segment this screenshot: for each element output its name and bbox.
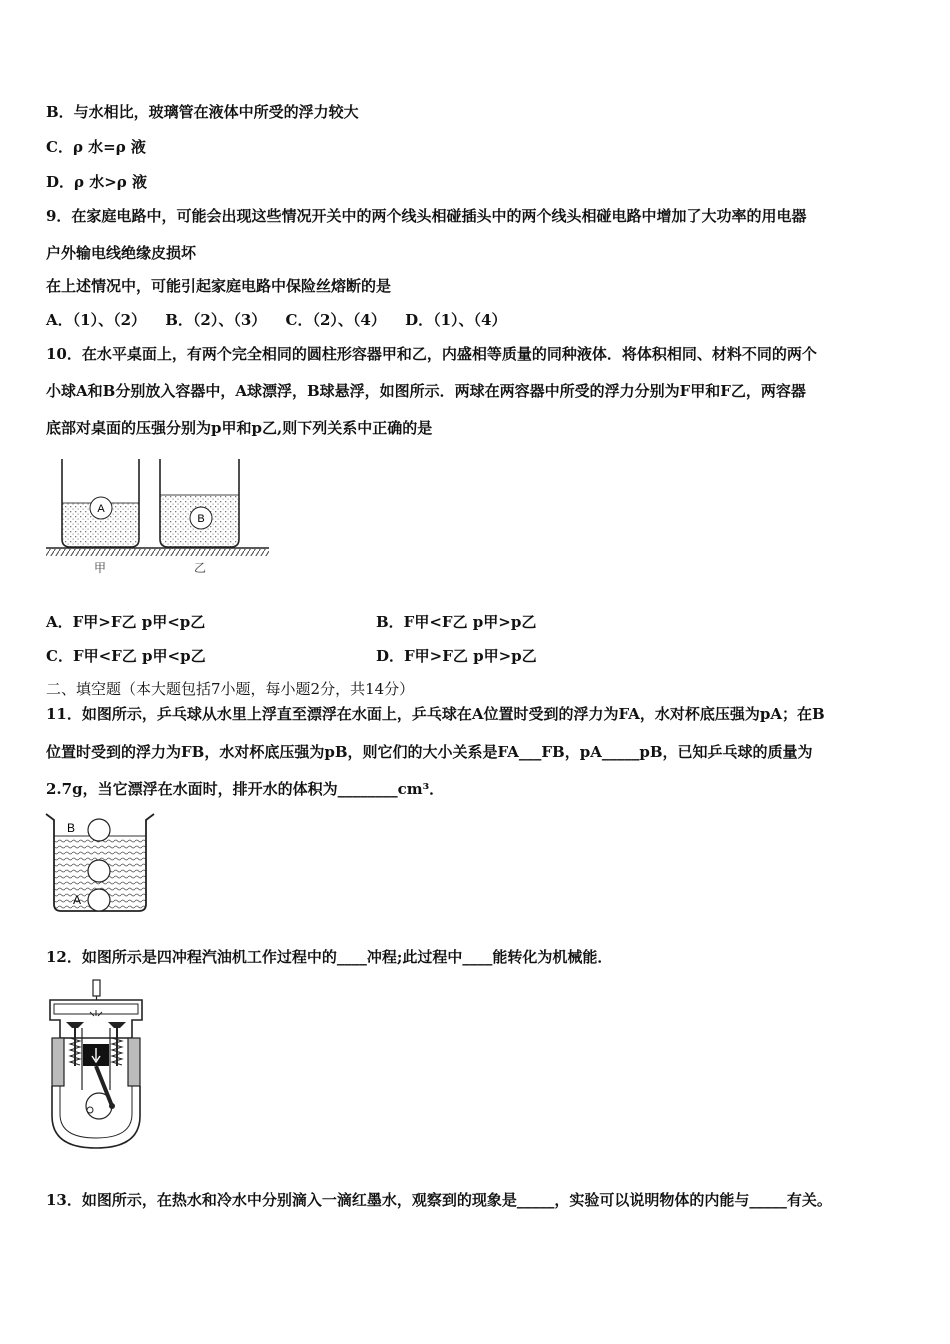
q11-stem-line3: 2.7g，当它漂浮在水面时，排开水的体积为________cm³． [46,780,445,798]
ball-position-a [88,889,110,911]
q11-stem-line2: 位置时受到的浮力为FB，水对杯底压强为pB，则它们的大小关系是FA___FB，pA_____pB，已知乒乓球的质量为 [46,743,813,761]
q10-stem-line2: 小球A和B分别放入容器中，A球漂浮，B球悬浮，如图所示．两球在两容器中所受的浮力分别为F甲和F乙，两容器 [46,382,806,400]
q9-stem-line1: 9．在家庭电路中，可能会出现这些情况开关中的两个线头相碰插头中的两个线头相碰电路中增加了大功率的用电器 [46,207,807,225]
label-b: B [66,821,76,835]
ball-b-label: B [197,513,205,525]
q10-option-c: C．F甲<F乙 p甲<p乙 [46,647,206,665]
q8-option-d: D．ρ 水>ρ 液 [46,173,147,191]
container-jia-label: 甲 [93,561,107,575]
ball-position-b [88,819,110,841]
ball-middle [88,860,110,882]
q10-stem-line3: 底部对桌面的压强分别为p甲和p乙,则下列关系中正确的是 [46,419,433,437]
label-a: A [72,893,82,907]
q9-options [46,310,507,330]
q9-option-c: C．（2）、（4） [285,311,386,329]
q10-containers-figure [44,455,274,580]
q10-option-d: D．F甲>F乙 p甲>p乙 [376,647,537,665]
q10-option-b: B．F甲<F乙 p甲>p乙 [376,613,537,631]
spark-plug [93,980,100,996]
q9-option-b: B．（2）、（3） [165,311,267,329]
crankshaft [86,1093,112,1119]
q9-option-a: A．（1）、（2） [46,311,147,329]
section-title-fill-in: 二、填空题（本大题包括7小题，每小题2分，共14分） [46,680,415,698]
q12-stem: 12．如图所示是四冲程汽油机工作过程中的____冲程;此过程中____能转化为机械能． [46,948,613,966]
intake-spring [70,1038,80,1065]
table-hatching [46,549,269,556]
q11-stem-line1: 11．如图所示，乒乓球从水里上浮直至漂浮在水面上，乒乓球在A位置时受到的浮力为FA，水对杯底压强为pA；在B [46,705,825,723]
exhaust-spring [112,1038,122,1065]
q9-stem-line2: 户外输电线绝缘皮损坏 [46,244,197,262]
q8-option-b: B．与水相比，玻璃管在液体中所受的浮力较大 [46,103,359,121]
crankcase [52,1086,140,1148]
q9-option-d: D．（1）、（4） [405,311,507,329]
q9-stem-line3: 在上述情况中，可能引起家庭电路中保险丝熔断的是 [46,277,392,295]
q11-beaker-figure [44,808,156,918]
ball-a-label: A [97,503,105,515]
container-yi-label: 乙 [193,561,207,575]
q10-stem-line1: 10．在水平桌面上，有两个完全相同的圆柱形容器甲和乙，内盛相等质量的同种液体．将体积相同、材料不同的两个 [46,345,817,363]
q8-option-c: C．ρ 水=ρ 液 [46,138,146,156]
q12-engine-figure [44,978,148,1153]
q13-stem: 13．如图所示，在热水和冷水中分别滴入一滴红墨水，观察到的现象是_____，实验可以说明物体的内能与_____有关。 [46,1191,832,1209]
q10-option-a: A．F甲>F乙 p甲<p乙 [46,613,206,631]
